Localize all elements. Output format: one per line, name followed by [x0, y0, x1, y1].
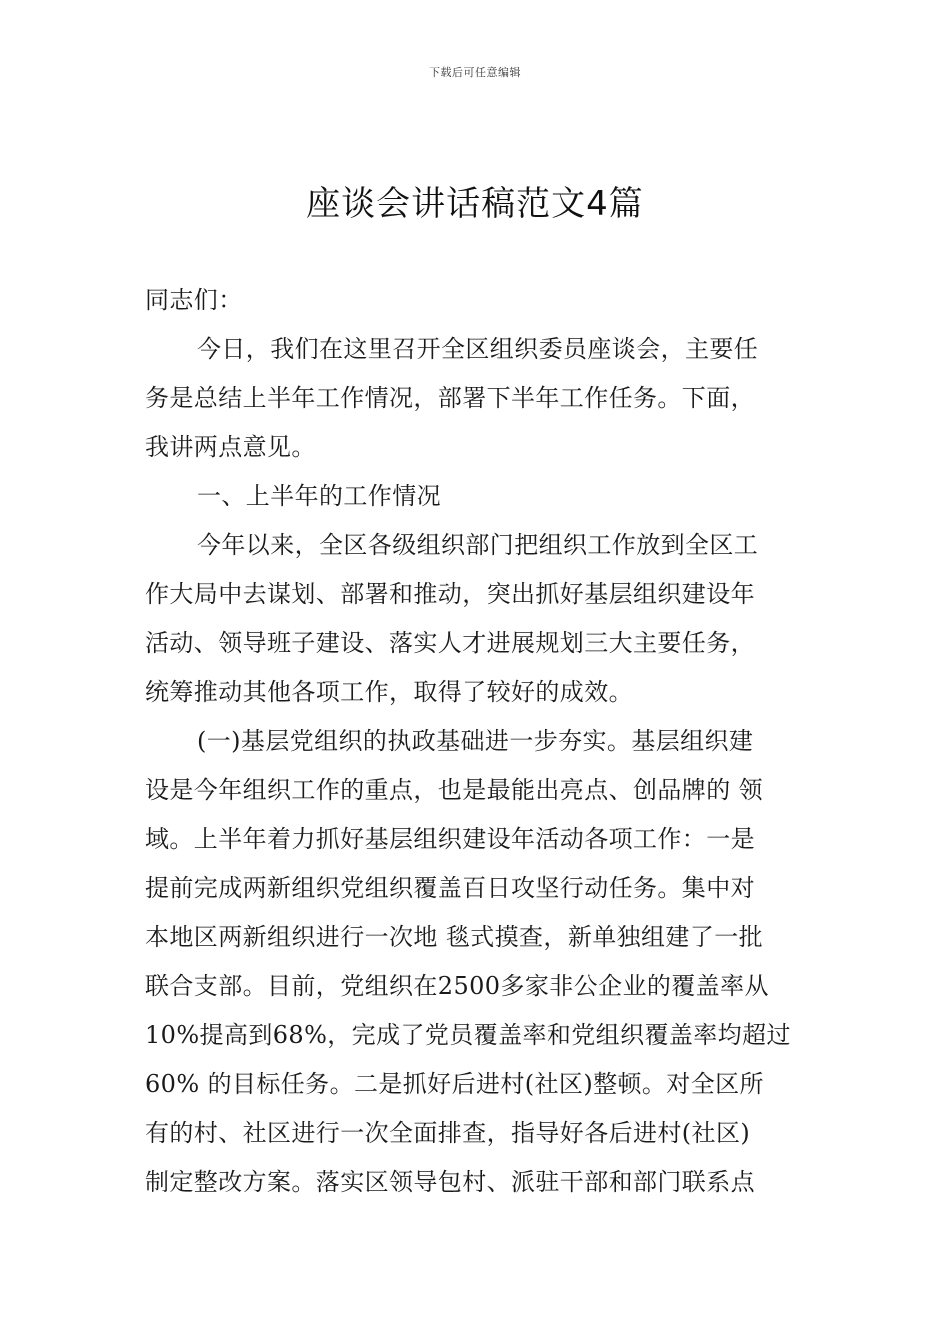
- body-line: 今日，我们在这里召开全区组织委员座谈会，主要任: [197, 335, 759, 363]
- document-title: 座谈会讲话稿范文4篇: [306, 184, 644, 224]
- body-line: 域。上半年着力抓好基层组织建设年活动各项工作：一是: [145, 825, 755, 853]
- body-line: 统筹推动其他各项工作，取得了较好的成效。: [145, 678, 633, 706]
- body-line: (一)基层党组织的执政基础进一步夯实。基层组织建: [197, 727, 754, 755]
- body-line: 同志们：: [145, 286, 243, 314]
- body-line: 设是今年组织工作的重点，也是最能出亮点、创品牌的 领: [145, 776, 764, 804]
- body-line: 作大局中去谋划、部署和推动，突出抓好基层组织建设年: [145, 580, 755, 608]
- document-body: [145, 276, 807, 1207]
- body-line: 提前完成两新组织党组织覆盖百日攻坚行动任务。集中对: [145, 874, 755, 902]
- body-line: 联合支部。目前，党组织在2500多家非公企业的覆盖率从: [145, 972, 769, 1000]
- body-line: 我讲两点意见。: [145, 433, 316, 461]
- body-line: 活动、领导班子建设、落实人才进展规划三大主要任务，: [145, 629, 755, 657]
- body-line: 今年以来，全区各级组织部门把组织工作放到全区工: [197, 531, 759, 559]
- body-line: 本地区两新组织进行一次地 毯式摸查，新单独组建了一批: [145, 923, 764, 951]
- body-line: 10%提高到68%，完成了党员覆盖率和党组织覆盖率均超过: [145, 1021, 791, 1049]
- body-line: 务是总结上半年工作情况，部署下半年工作任务。下面，: [145, 384, 755, 412]
- page-header-note: 下载后可任意编辑: [429, 66, 521, 79]
- body-line: 一、上半年的工作情况: [197, 482, 441, 510]
- body-line: 制定整改方案。落实区领导包村、派驻干部和部门联系点: [145, 1168, 755, 1196]
- body-line: 有的村、社区进行一次全面排查，指导好各后进村(社区): [145, 1119, 751, 1147]
- body-line: 60% 的目标任务。二是抓好后进村(社区)整顿。对全区所: [145, 1070, 764, 1098]
